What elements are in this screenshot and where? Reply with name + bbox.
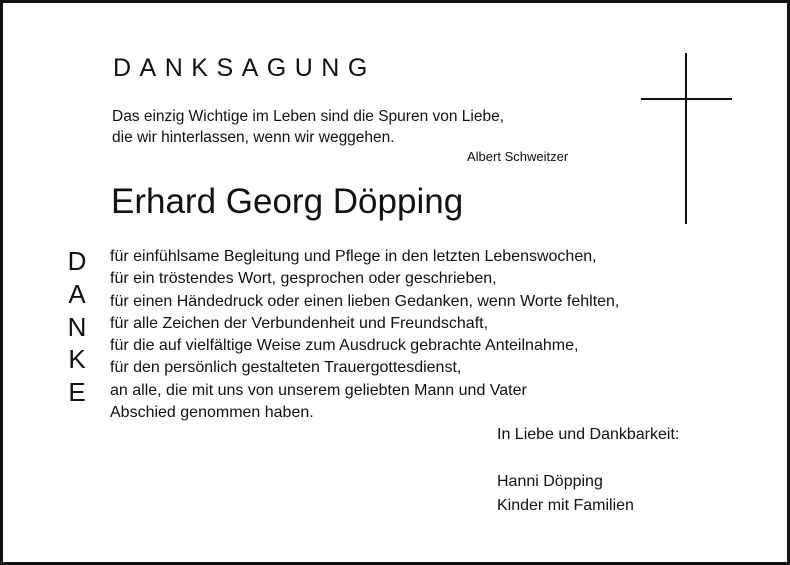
quote bbox=[112, 106, 504, 148]
thanks-line: für die auf vielfältige Weise zum Ausdruck gebrachte Anteilnahme, bbox=[110, 337, 579, 355]
danke-letter: D bbox=[67, 246, 87, 276]
deceased-name: Erhard Georg Döpping bbox=[111, 182, 464, 221]
danke-letter: K bbox=[68, 344, 86, 375]
cross-vertical-bar bbox=[685, 53, 687, 224]
danke-letter: N bbox=[67, 311, 87, 342]
signer-name: Hanni Döpping bbox=[497, 473, 603, 490]
danke-letter: E bbox=[68, 377, 86, 408]
quote-line: die wir hinterlassen, wenn wir weggehen. bbox=[112, 129, 395, 146]
thanks-line: für den persönlich gestalteten Trauergottesdienst, bbox=[110, 359, 462, 377]
thanks-text bbox=[110, 246, 619, 424]
thanks-line: an alle, die mit uns von unserem geliebten Mann und Vater bbox=[110, 381, 527, 399]
danke-vertical-word bbox=[60, 245, 94, 409]
signer-name: Kinder mit Familien bbox=[497, 497, 634, 514]
closing-line: In Liebe und Dankbarkeit: bbox=[497, 426, 680, 443]
signers bbox=[497, 470, 634, 518]
thanks-line: für ein tröstendes Wort, gesprochen oder geschrieben, bbox=[110, 270, 497, 288]
thanks-line: Abschied genommen haben. bbox=[110, 404, 314, 422]
thanks-line: für alle Zeichen der Verbundenheit und Freundschaft, bbox=[110, 314, 489, 332]
cross-horizontal-bar bbox=[641, 98, 732, 100]
thanks-line: für einfühlsame Begleitung und Pflege in den letzten Lebenswochen, bbox=[110, 248, 597, 265]
quote-line: Das einzig Wichtige im Leben sind die Spuren von Liebe, bbox=[112, 108, 505, 125]
page-title: DANKSAGUNG bbox=[113, 54, 376, 82]
quote-author: Albert Schweitzer bbox=[467, 149, 569, 164]
thanks-line: für einen Händedruck oder einen lieben Gedanken, wenn Worte fehlten, bbox=[110, 292, 620, 310]
danke-letter: A bbox=[68, 278, 86, 309]
